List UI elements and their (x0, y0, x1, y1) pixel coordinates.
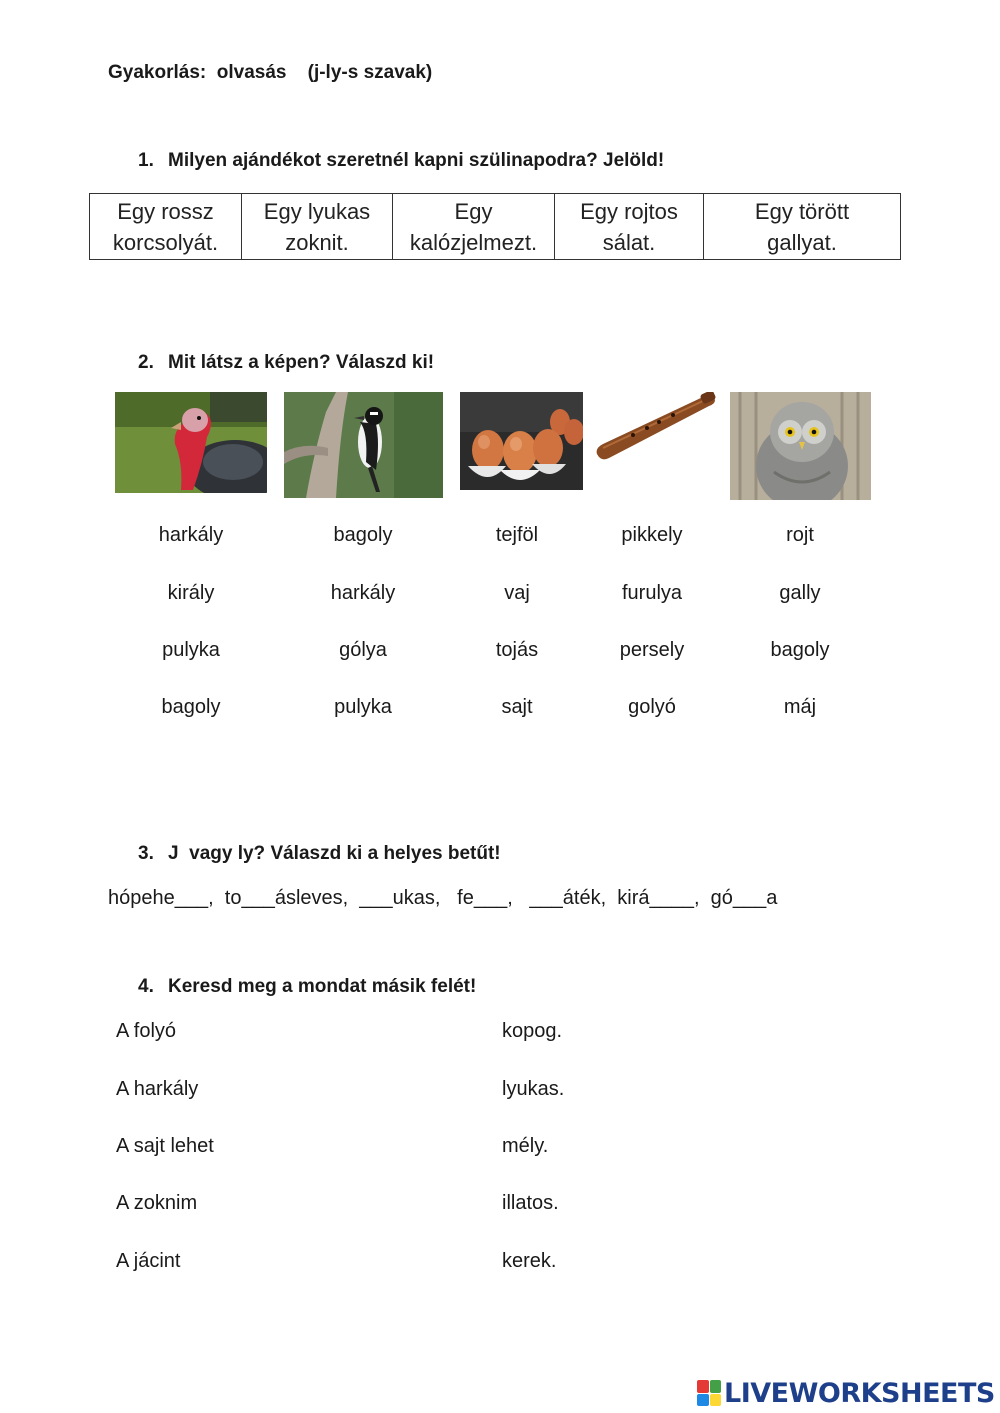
task4-number: 4. (138, 976, 154, 997)
word-col2-2[interactable]: harkály (330, 582, 396, 604)
sentence-start-5[interactable]: A jácint (116, 1250, 181, 1272)
logo-square-green (710, 1380, 722, 1393)
gift-option-3[interactable] (393, 194, 555, 260)
word-col2-3[interactable]: gólya (339, 639, 387, 661)
task2-heading (138, 352, 434, 374)
sentence-start-2[interactable]: A harkály (116, 1078, 199, 1100)
word-col5-4[interactable]: máj (783, 696, 817, 718)
gift-option-3-line1: Egy (454, 198, 493, 224)
word-col2-4[interactable]: pulyka (334, 696, 392, 718)
gift-option-2[interactable] (242, 194, 393, 260)
task2-number: 2. (138, 352, 154, 373)
sentence-end-3[interactable]: mély. (502, 1135, 549, 1157)
word-col3-2[interactable]: vaj (504, 582, 530, 604)
word-col4-2[interactable]: furulya (621, 582, 683, 604)
task1-number: 1. (138, 150, 154, 171)
word-col3-4[interactable]: sajt (501, 696, 533, 718)
gift-option-1-line1: Egy rossz (117, 198, 214, 224)
task3-heading (138, 843, 501, 865)
task3-number: 3. (138, 843, 154, 864)
sentence-start-4[interactable]: A zoknim (116, 1192, 198, 1214)
worksheet-title: Gyakorlás: olvasás (j-ly-s szavak) (108, 62, 433, 83)
word-col4-4[interactable]: golyó (628, 696, 676, 718)
word-col1-4[interactable]: bagoly (161, 696, 221, 718)
word-col1-2[interactable]: király (167, 582, 215, 604)
word-col1-1[interactable]: harkály (158, 524, 224, 546)
gift-option-4-line1: Egy rojtos (580, 198, 678, 224)
owl-photo (730, 392, 871, 500)
task4-heading (138, 976, 476, 998)
logo-square-yellow (710, 1394, 722, 1407)
sentence-start-3[interactable]: A sajt lehet (116, 1135, 214, 1157)
gift-option-4-line2: sálat. (602, 229, 656, 255)
gift-option-5-line2: gallyat. (767, 229, 837, 255)
word-col5-2[interactable]: gally (779, 582, 821, 604)
turkey-photo (115, 392, 267, 493)
word-col4-1[interactable]: pikkely (621, 524, 683, 546)
gift-option-5[interactable] (704, 194, 901, 260)
gift-option-4[interactable] (555, 194, 704, 260)
gift-option-3-line2: kalózjelmezt. (409, 229, 538, 255)
eggs-photo (460, 392, 583, 490)
sentence-start-1[interactable]: A folyó (116, 1020, 177, 1042)
task2-prompt: Mit látsz a képen? Válaszd ki! (168, 352, 435, 373)
task1-prompt: Milyen ajándékot szeretnél kapni szülinapodra? Jelöld! (168, 150, 665, 171)
word-col4-3[interactable]: persely (619, 639, 685, 661)
logo-badge-icon (697, 1380, 721, 1406)
task3-prompt: J vagy ly? Válaszd ki a helyes betűt! (168, 843, 501, 864)
sentence-end-1[interactable]: kopog. (502, 1020, 563, 1042)
sentence-end-2[interactable]: lyukas. (502, 1078, 565, 1100)
gift-options-table (89, 193, 901, 260)
gift-option-5-line1: Egy törött (754, 198, 850, 224)
word-col3-3[interactable]: tojás (495, 639, 539, 661)
word-col5-3[interactable]: bagoly (770, 639, 830, 661)
task1-heading (138, 150, 664, 172)
task4-prompt: Keresd meg a mondat másik felét! (168, 976, 477, 997)
logo-square-blue (697, 1394, 709, 1407)
logo-square-red (697, 1380, 709, 1393)
logo-text: LIVEWORKSHEETS (724, 1377, 995, 1409)
woodpecker-photo (284, 392, 443, 498)
word-col1-3[interactable]: pulyka (162, 639, 220, 661)
gift-option-1[interactable] (90, 194, 242, 260)
word-col2-1[interactable]: bagoly (333, 524, 393, 546)
fill-in-blanks-line[interactable]: hópehe___, to___ásleves, ___ukas, fe___, ___áték, kirá____, gó___a (108, 887, 778, 909)
word-col5-1[interactable]: rojt (786, 524, 814, 546)
gift-option-1-line2: korcsolyát. (112, 229, 219, 255)
liveworksheets-logo (697, 1378, 995, 1408)
recorder-flute-photo (593, 392, 718, 464)
gift-option-2-line2: zoknit. (285, 229, 349, 255)
sentence-end-5[interactable]: kerek. (502, 1250, 557, 1272)
sentence-end-4[interactable]: illatos. (502, 1192, 559, 1214)
word-col3-1[interactable]: tejföl (495, 524, 539, 546)
gift-option-2-line1: Egy lyukas (263, 198, 371, 224)
